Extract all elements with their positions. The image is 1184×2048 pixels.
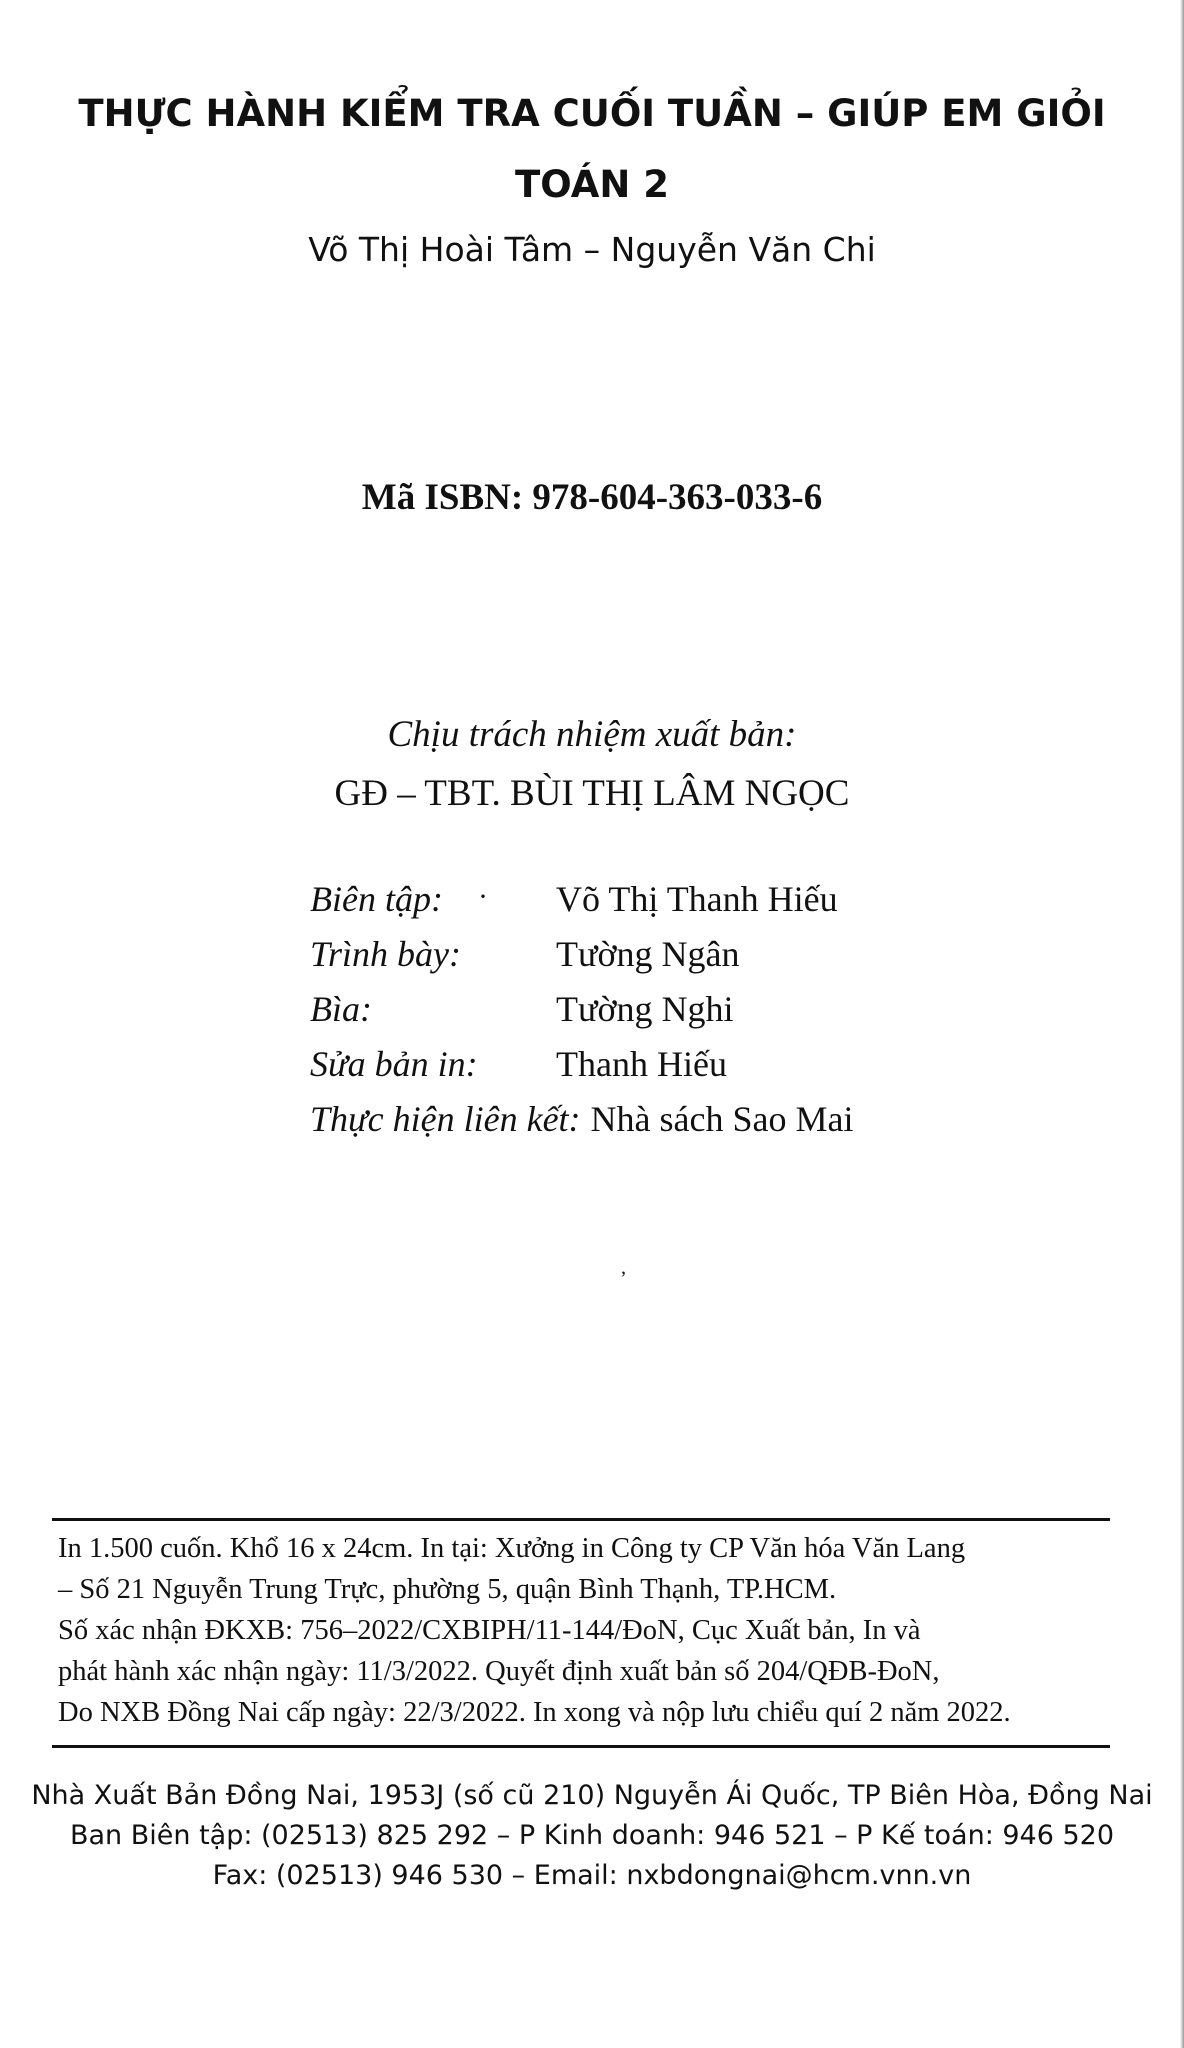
credit-name: Nhà sách Sao Mai: [590, 1099, 854, 1139]
responsibility-name: GĐ – TBT. BÙI THỊ LÂM NGỌC: [334, 773, 850, 814]
credit-name: Tường Nghi: [556, 989, 734, 1029]
credit-role: Trình bày:: [310, 934, 462, 974]
credit-name: Võ Thị Thanh Hiếu: [556, 879, 838, 919]
publisher-phones: Ban Biên tập: (02513) 825 292 – P Kinh doanh: 946 521 – P Kế toán: 946 520: [69, 1820, 1115, 1851]
publisher-contact: [0, 1776, 1184, 1896]
credit-name: Thanh Hiếu: [556, 1044, 727, 1084]
credit-role: Sửa bản in:: [310, 1044, 478, 1084]
credit-role: Thực hiện liên kết:: [310, 1099, 581, 1139]
responsibility-label: Chịu trách nhiệm xuất bản:: [387, 714, 797, 755]
credit-role: Bìa:: [310, 989, 372, 1029]
credit-role: Biên tập:: [310, 879, 443, 919]
credits-list: [310, 878, 853, 1153]
publisher-fax-email: Fax: (02513) 946 530 – Email: nxbdongnai@hcm.vnn.vn: [212, 1860, 972, 1891]
divider-bottom: [52, 1745, 1110, 1748]
credit-row-layout: [310, 933, 853, 988]
isbn-line: Mã ISBN: 978-604-363-033-6: [361, 477, 823, 518]
credit-row-editor: [310, 878, 853, 933]
book-authors: Võ Thị Hoài Tâm – Nguyễn Văn Chi: [308, 230, 876, 269]
credit-row-proofreading: [310, 1043, 853, 1098]
book-subtitle: TOÁN 2: [515, 163, 669, 206]
page-edge-shadow: [1180, 0, 1184, 2048]
divider-top: [52, 1518, 1110, 1521]
printing-line: In 1.500 cuốn. Khổ 16 x 24cm. In tại: Xưởng in Công ty CP Văn hóa Văn Lang: [58, 1533, 966, 1564]
credit-row-partner: [310, 1098, 853, 1153]
printing-line: – Số 21 Nguyễn Trung Trực, phường 5, quận Bình Thạnh, TP.HCM.: [58, 1574, 837, 1605]
printing-line: Do NXB Đồng Nai cấp ngày: 22/3/2022. In xong và nộp lưu chiểu quí 2 năm 2022.: [58, 1697, 1011, 1728]
publisher-address: Nhà Xuất Bản Đồng Nai, 1953J (số cũ 210) Nguyễn Ái Quốc, TP Biên Hòa, Đồng Nai: [31, 1780, 1153, 1811]
book-title: THỰC HÀNH KIỂM TRA CUỐI TUẦN – GIÚP EM GIỎI: [78, 92, 1106, 135]
stray-dot-mark: ·: [478, 880, 488, 913]
printing-details: [58, 1528, 1108, 1733]
printing-line: phát hành xác nhận ngày: 11/3/2022. Quyết định xuất bản số 204/QĐB-ĐoN,: [58, 1656, 940, 1687]
credit-name: Tường Ngân: [556, 934, 740, 974]
credit-row-cover: [310, 988, 853, 1043]
stray-ink-mark: ʼ: [620, 1268, 627, 1290]
printing-line: Số xác nhận ĐKXB: 756–2022/CXBIPH/11-144/ĐoN, Cục Xuất bản, In và: [58, 1615, 921, 1646]
